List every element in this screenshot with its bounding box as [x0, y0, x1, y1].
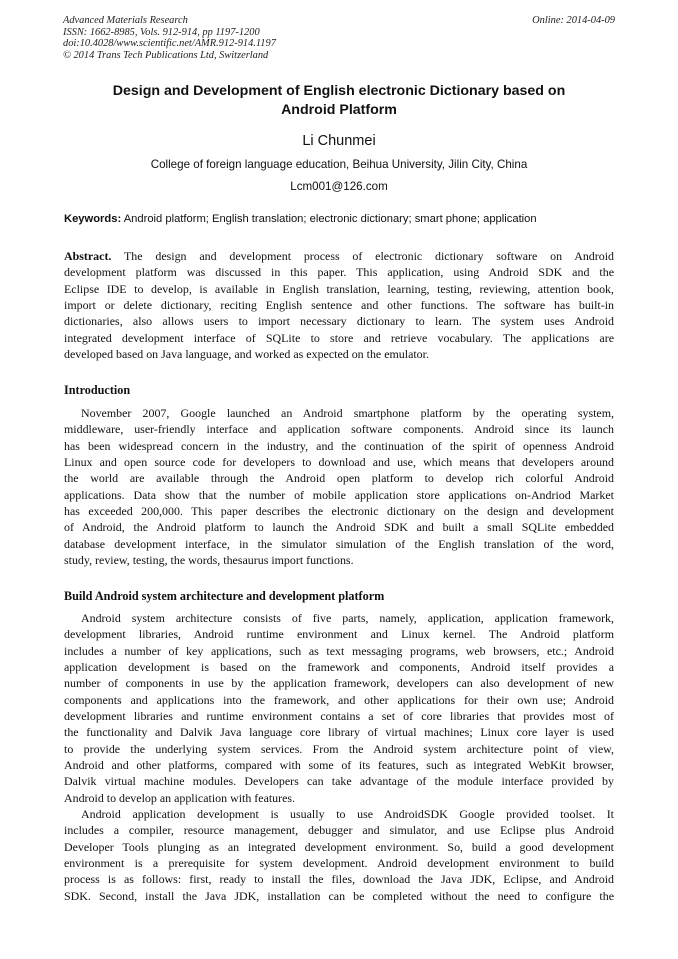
build-paragraph-1 — [64, 610, 614, 806]
abstract-line: import or delete dictionary, reciting English sentence and other functions. The software has built-in — [64, 298, 614, 313]
online-date: Online: 2014-04-09 — [532, 15, 615, 26]
paragraph-line: Android system architecture consists of five parts, namely, application, application framework, — [81, 611, 614, 625]
paragraph-line: to provide the underlying system services. From the Android system architecture point of view, — [64, 741, 614, 756]
paragraph-line: Android application development is usually to use AndroidSDK Google provided toolset. It — [81, 807, 614, 821]
paragraph-line: process is as follows: first, ready to install the files, download the Java JDK, Eclipse, and Android — [64, 872, 614, 887]
paragraph-line: has exceeded 200,000. This paper describes the electronic dictionary on the design and development — [64, 504, 614, 519]
paragraph-line: development libraries, Android runtime environment and Linux kernel. The Android platform — [64, 627, 614, 642]
abstract-line: dictionaries, also allows users to import necessary dictionary to learn. The system uses Android — [64, 314, 614, 329]
paragraph-line: Android and other platforms, compared with some of its features, such as integrated WebKit browser, — [64, 758, 614, 773]
paragraph-line: number of components in use by the application framework, developers can also development of new — [64, 676, 614, 691]
paragraph-line: Developer Tools plunging as an integrated development environment. So, build a good development — [64, 839, 614, 854]
section-heading-introduction: Introduction — [64, 383, 131, 397]
keywords — [64, 212, 616, 227]
author-email[interactable]: Lcm001@126.com — [290, 180, 388, 193]
paragraph-line: Linux and open source code for developers to download and use, which means that developers around — [64, 455, 614, 470]
journal-header — [63, 15, 276, 61]
abstract-label: Abstract. — [64, 249, 112, 263]
author-name: Li Chunmei — [302, 133, 376, 149]
copyright-line: © 2014 Trans Tech Publications Ltd, Switzerland — [63, 49, 269, 61]
paragraph-line: components and applications into the framework, and other applications for their own use; Android — [64, 692, 614, 707]
title-line-1: Design and Development of English electronic Dictionary based on — [112, 83, 566, 99]
paragraph-line: has been widespread concern in the industry, and the continuation of the spirit of openness Android — [64, 438, 614, 453]
abstract — [64, 248, 614, 362]
paragraph-line: environment is a prerequisite for system development. Android development environment to build — [64, 856, 614, 871]
abstract-line: Eclipse IDE to develop, is available in English translation, learning, testing, reviewing, attention book, — [64, 281, 614, 296]
paragraph-line: database development interface, in the simulator simulation of the English translation of the word, — [64, 536, 614, 551]
issn-line: ISSN: 1662-8985, Vols. 912-914, pp 1197-1200 — [63, 26, 260, 38]
abstract-line: integrated development interface of SQLite to store and retrieve vocabulary. The applications are — [64, 330, 614, 345]
paragraph-line: Android to develop an application with features. — [64, 790, 296, 805]
build-paragraph-2 — [64, 806, 614, 904]
paragraph-line: includes a compiler, resource management, debugger and simulator, and use Eclipse plus Android — [64, 823, 614, 838]
section-heading-build: Build Android system architecture and development platform — [64, 589, 385, 603]
paragraph-line: of Android, the Android platform to launch the Android SDK and built a small SQLite embedded — [64, 520, 614, 535]
paragraph-line: middleware, user-friendly interface and application software components. Android since its launch — [64, 422, 614, 437]
paragraph-line: study, review, testing, the words, thesaurus import functions. — [64, 553, 354, 568]
abstract-line-text: The design and development process of electronic dictionary software on Android — [111, 249, 614, 263]
paragraph-line: development libraries and runtime environment contains a set of core libraries that provides most of — [64, 709, 614, 724]
paragraph-line: the functionality and Dalvik Java language core library of virtual machines; Linux core layer is used — [64, 725, 614, 740]
journal-name: Advanced Materials Research — [63, 15, 188, 26]
paragraph-line: the world are available through the Android open platform to develop rich colorful Android — [64, 471, 614, 486]
paragraph-line: application development is based on the framework and components, Android itself provides a — [64, 660, 614, 675]
paragraph-line: November 2007, Google launched an Android smartphone platform by the operating system, — [81, 406, 614, 420]
abstract-line — [64, 248, 614, 264]
paragraph-line: SDK. Second, install the Java JDK, installation can be completed without the need to configure the — [64, 888, 614, 903]
paper-title — [70, 82, 608, 120]
abstract-line: developed based on Java language, and worked as expected on the emulator. — [64, 347, 429, 362]
paragraph-line: includes a number of key applications, such as text messaging programs, web browsers, etc.; Android — [64, 643, 614, 658]
introduction-paragraph — [64, 405, 614, 568]
keywords-label: Keywords: — [64, 213, 122, 225]
abstract-line: development platform was discussed in this paper. This application, using Android SDK and the — [64, 265, 614, 280]
title-line-2: Android Platform — [281, 102, 397, 118]
paragraph-line: applications. Data show that the number of mobile application store applications on-Andriod Market — [64, 487, 614, 502]
keywords-text: Android platform; English translation; electronic dictionary; smart phone; application — [121, 213, 537, 225]
author-affiliation: College of foreign language education, Beihua University, Jilin City, China — [150, 158, 528, 171]
doi-line: doi:10.4028/www.scientific.net/AMR.912-914.1197 — [63, 38, 276, 49]
paragraph-line: Dalvik virtual machine modules. Developers can take advantage of the module interface provided by — [64, 774, 614, 789]
